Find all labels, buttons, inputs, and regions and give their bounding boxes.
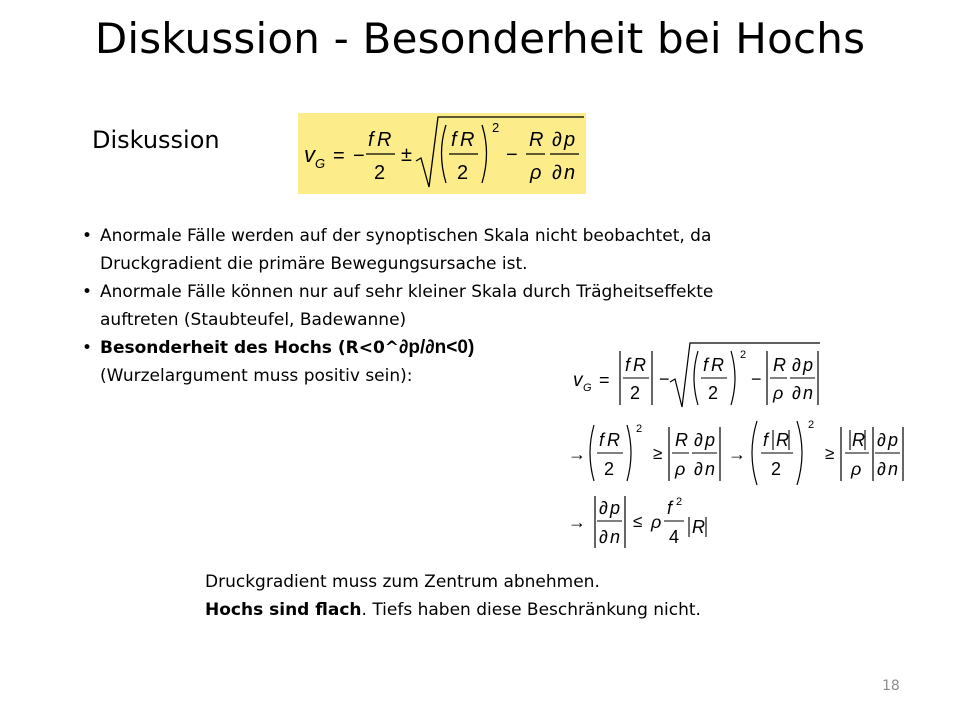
implication-arrow: → bbox=[568, 512, 586, 532]
formula-symbol: ∂ bbox=[599, 527, 608, 547]
formula-operator: − bbox=[353, 145, 365, 167]
formula-operator: = bbox=[333, 145, 345, 167]
implication-arrow: → bbox=[568, 444, 586, 464]
derivation-line-1 bbox=[573, 343, 820, 407]
formula-exponent: 2 bbox=[636, 423, 643, 435]
formula-symbol: p bbox=[610, 498, 621, 518]
conclusion-line: Druckgradient muss zum Zentrum abnehmen. bbox=[205, 572, 600, 592]
paren-left bbox=[694, 351, 698, 405]
formula-symbol: ∂ bbox=[694, 430, 703, 450]
formula-symbol: R bbox=[692, 517, 705, 537]
slide-title: Diskussion - Besonderheit bei Hochs bbox=[94, 14, 866, 63]
formula-symbol: n bbox=[888, 459, 899, 479]
bullet-bold-text bbox=[100, 338, 474, 358]
bullet-item bbox=[80, 278, 840, 334]
formula-symbol: v bbox=[573, 370, 583, 391]
conclusion-text bbox=[205, 568, 701, 624]
formula-symbol: n bbox=[610, 527, 621, 547]
formula-symbol: n bbox=[705, 459, 716, 479]
formula-symbol: ∂ bbox=[877, 459, 886, 479]
gradient-wind-formula bbox=[298, 113, 586, 194]
implication-arrow: → bbox=[728, 444, 746, 464]
formula-symbol: n bbox=[803, 383, 814, 403]
formula-operator: − bbox=[659, 369, 670, 389]
formula-number: 2 bbox=[708, 383, 719, 403]
bullet-text: Druckgradient die primäre Bewegungsursache ist. bbox=[100, 254, 528, 274]
formula-symbol: R bbox=[377, 129, 392, 151]
bullet-bold-prefix: Besonderheit des Hochs (R<0^ bbox=[100, 338, 400, 358]
formula-number: 4 bbox=[669, 527, 680, 547]
formula-symbol: ρ bbox=[773, 383, 784, 403]
formula-symbol: ∂ bbox=[792, 383, 801, 403]
paren-right bbox=[627, 425, 631, 481]
conclusion-line: . Tiefs haben diese Beschränkung nicht. bbox=[361, 600, 701, 620]
formula-exponent: 2 bbox=[808, 419, 815, 431]
bullet-bold-math: ∂p/∂n<0) bbox=[399, 337, 475, 358]
formula-subscript: G bbox=[583, 382, 592, 394]
bullet-text: Anormale Fälle können nur auf sehr kleiner Skala durch Trägheitseffekte bbox=[100, 282, 714, 302]
formula-number: 2 bbox=[771, 459, 782, 479]
formula-number: 2 bbox=[374, 162, 386, 184]
formula-symbol: R bbox=[675, 430, 688, 450]
paren-right bbox=[482, 125, 487, 183]
formula-symbol: n bbox=[564, 162, 576, 184]
section-subtitle: Diskussion bbox=[92, 126, 220, 154]
formula-symbol: R bbox=[633, 355, 646, 375]
formula-symbol: ∂ bbox=[552, 129, 562, 151]
formula-symbol: f bbox=[667, 498, 673, 518]
paren-right bbox=[797, 421, 802, 485]
paren-right bbox=[731, 351, 735, 405]
formula-symbol: R bbox=[607, 430, 620, 450]
gradient-wind-formula-svg bbox=[298, 113, 586, 194]
formula-operator: = bbox=[599, 370, 610, 390]
formula-exponent: 2 bbox=[676, 496, 683, 508]
formula-operator: ± bbox=[401, 144, 412, 166]
derivation-block bbox=[565, 337, 915, 552]
formula-symbol: ρ bbox=[851, 459, 862, 479]
formula-symbol: R bbox=[773, 355, 786, 375]
formula-symbol: R bbox=[776, 430, 789, 450]
formula-symbol: f bbox=[451, 129, 457, 151]
formula-operator: − bbox=[751, 369, 762, 389]
formula-operator: ≥ bbox=[653, 444, 663, 463]
formula-symbol: ∂ bbox=[694, 459, 703, 479]
bullet-text: (Wurzelargument muss positiv sein): bbox=[100, 366, 413, 386]
formula-number: 2 bbox=[630, 383, 641, 403]
paren-left bbox=[752, 421, 757, 485]
formula-symbol: ρ bbox=[675, 459, 686, 479]
paren-left bbox=[590, 425, 594, 481]
formula-symbol: p bbox=[888, 430, 899, 450]
paren-left bbox=[442, 125, 447, 183]
formula-exponent: 2 bbox=[740, 349, 747, 361]
formula-symbol: p bbox=[705, 430, 716, 450]
formula-symbol: f bbox=[763, 430, 769, 450]
formula-exponent: 2 bbox=[492, 120, 500, 135]
formula-symbol: R bbox=[460, 129, 475, 151]
formula-symbol: ∂ bbox=[599, 498, 608, 518]
formula-symbol: R bbox=[852, 430, 865, 450]
formula-operator: − bbox=[506, 144, 518, 166]
formula-symbol: R bbox=[711, 355, 724, 375]
derivation-line-3 bbox=[568, 496, 706, 548]
page-number: 18 bbox=[882, 678, 900, 694]
derivation-svg bbox=[565, 337, 915, 552]
formula-symbol: f bbox=[368, 129, 374, 151]
formula-operator: ≥ bbox=[825, 444, 835, 463]
formula-number: 2 bbox=[604, 459, 615, 479]
formula-symbol: ρ bbox=[651, 512, 662, 532]
formula-symbol: f bbox=[599, 430, 605, 450]
conclusion-bold: Hochs sind flach bbox=[205, 600, 362, 620]
formula-operator: ≤ bbox=[633, 512, 643, 531]
formula-symbol: p bbox=[564, 129, 576, 151]
bullet-item bbox=[80, 222, 840, 278]
formula-symbol: f bbox=[625, 355, 631, 375]
derivation-line-2 bbox=[568, 419, 903, 485]
bullet-text: auftreten (Staubteufel, Badewanne) bbox=[100, 310, 407, 330]
formula-symbol: ρ bbox=[530, 162, 542, 184]
formula-symbol: v bbox=[304, 142, 315, 167]
formula-symbol: f bbox=[703, 355, 709, 375]
formula-symbol: ∂ bbox=[552, 162, 562, 184]
formula-subscript: G bbox=[315, 156, 326, 171]
bullet-text: Anormale Fälle werden auf der synoptischen Skala nicht beobachtet, da bbox=[100, 226, 712, 246]
formula-symbol: R bbox=[529, 129, 544, 151]
formula-symbol: ∂ bbox=[877, 430, 886, 450]
formula-number: 2 bbox=[457, 162, 469, 184]
formula-symbol: p bbox=[803, 355, 814, 375]
formula-symbol: ∂ bbox=[792, 355, 801, 375]
